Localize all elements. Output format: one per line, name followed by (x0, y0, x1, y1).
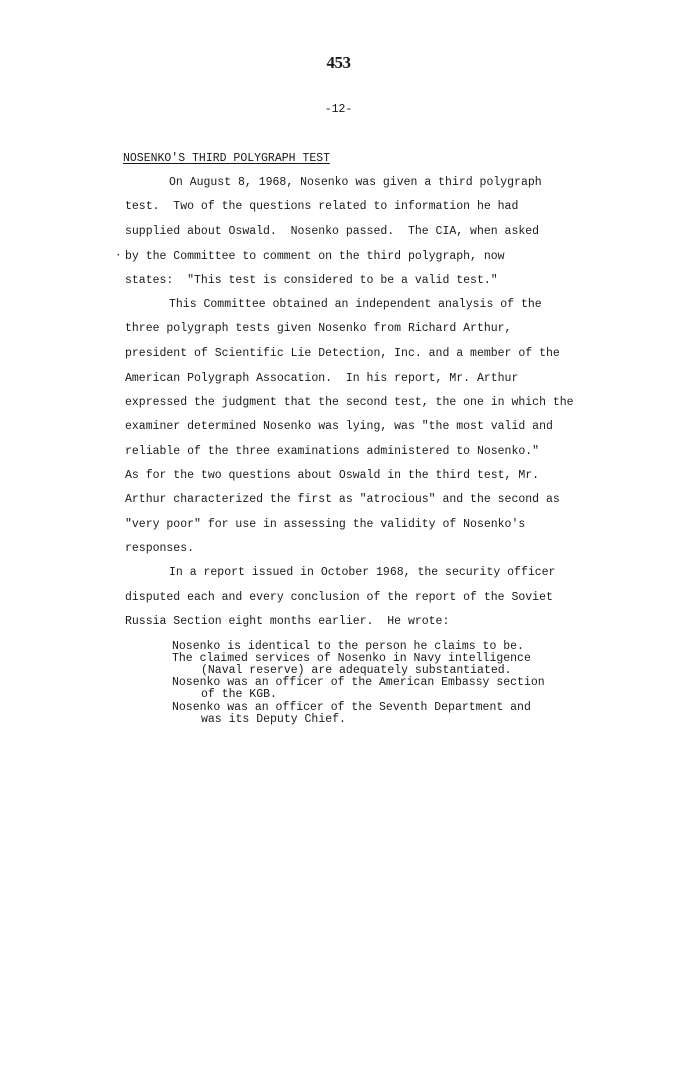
paragraph-line: reliable of the three examinations administered to Nosenko." (125, 445, 540, 458)
paragraph-line: by the Committee to comment on the third polygraph, now (125, 250, 505, 263)
paragraph-line: supplied about Oswald. Nosenko passed. The CIA, when asked (125, 225, 540, 238)
quotation-line: Nosenko is identical to the person he claims to be. (172, 640, 524, 653)
paragraph-line: "very poor" for use in assessing the validity of Nosenko's (125, 518, 526, 531)
paragraph-line: three polygraph tests given Nosenko from Richard Arthur, (125, 322, 512, 335)
paragraph-line: expressed the judgment that the second test, the one in which the (125, 396, 574, 409)
paragraph-line: This Committee obtained an independent analysis of the (169, 298, 542, 311)
paragraph-line: Russia Section eight months earlier. He wrote: (125, 615, 450, 628)
quotation-line: Nosenko was an officer of the American Embassy section (172, 676, 545, 689)
quotation-line: of the KGB. (201, 688, 277, 701)
margin-mark: · (115, 250, 122, 262)
paragraph-line: test. Two of the questions related to information he had (125, 200, 519, 213)
page-number: 453 (326, 53, 351, 72)
section-heading: NOSENKO'S THIRD POLYGRAPH TEST (123, 152, 331, 165)
paragraph-line: In a report issued in October 1968, the security officer (169, 566, 556, 579)
quotation-line: (Naval reserve) are adequately substantiated. (201, 664, 512, 677)
paragraph-line: On August 8, 1968, Nosenko was given a third polygraph (169, 176, 542, 189)
quotation-line: was its Deputy Chief. (201, 713, 346, 726)
paragraph-line: Arthur characterized the first as "atrocious" and the second as (125, 493, 560, 506)
paragraph-line: disputed each and every conclusion of the report of the Soviet (125, 591, 553, 604)
paragraph-line: As for the two questions about Oswald in the third test, Mr. (125, 469, 540, 482)
document-page-number: -12- (324, 103, 353, 116)
paragraph-line: American Polygraph Assocation. In his report, Mr. Arthur (125, 372, 519, 385)
paragraph-line: responses. (125, 542, 195, 555)
paragraph-line: examiner determined Nosenko was lying, was "the most valid and (125, 420, 553, 433)
quotation-line: Nosenko was an officer of the Seventh Department and (172, 701, 531, 714)
paragraph-line: president of Scientific Lie Detection, Inc. and a member of the (125, 347, 560, 360)
paragraph-line: states: "This test is considered to be a valid test." (125, 274, 498, 287)
quotation-line: The claimed services of Nosenko in Navy intelligence (172, 652, 531, 665)
